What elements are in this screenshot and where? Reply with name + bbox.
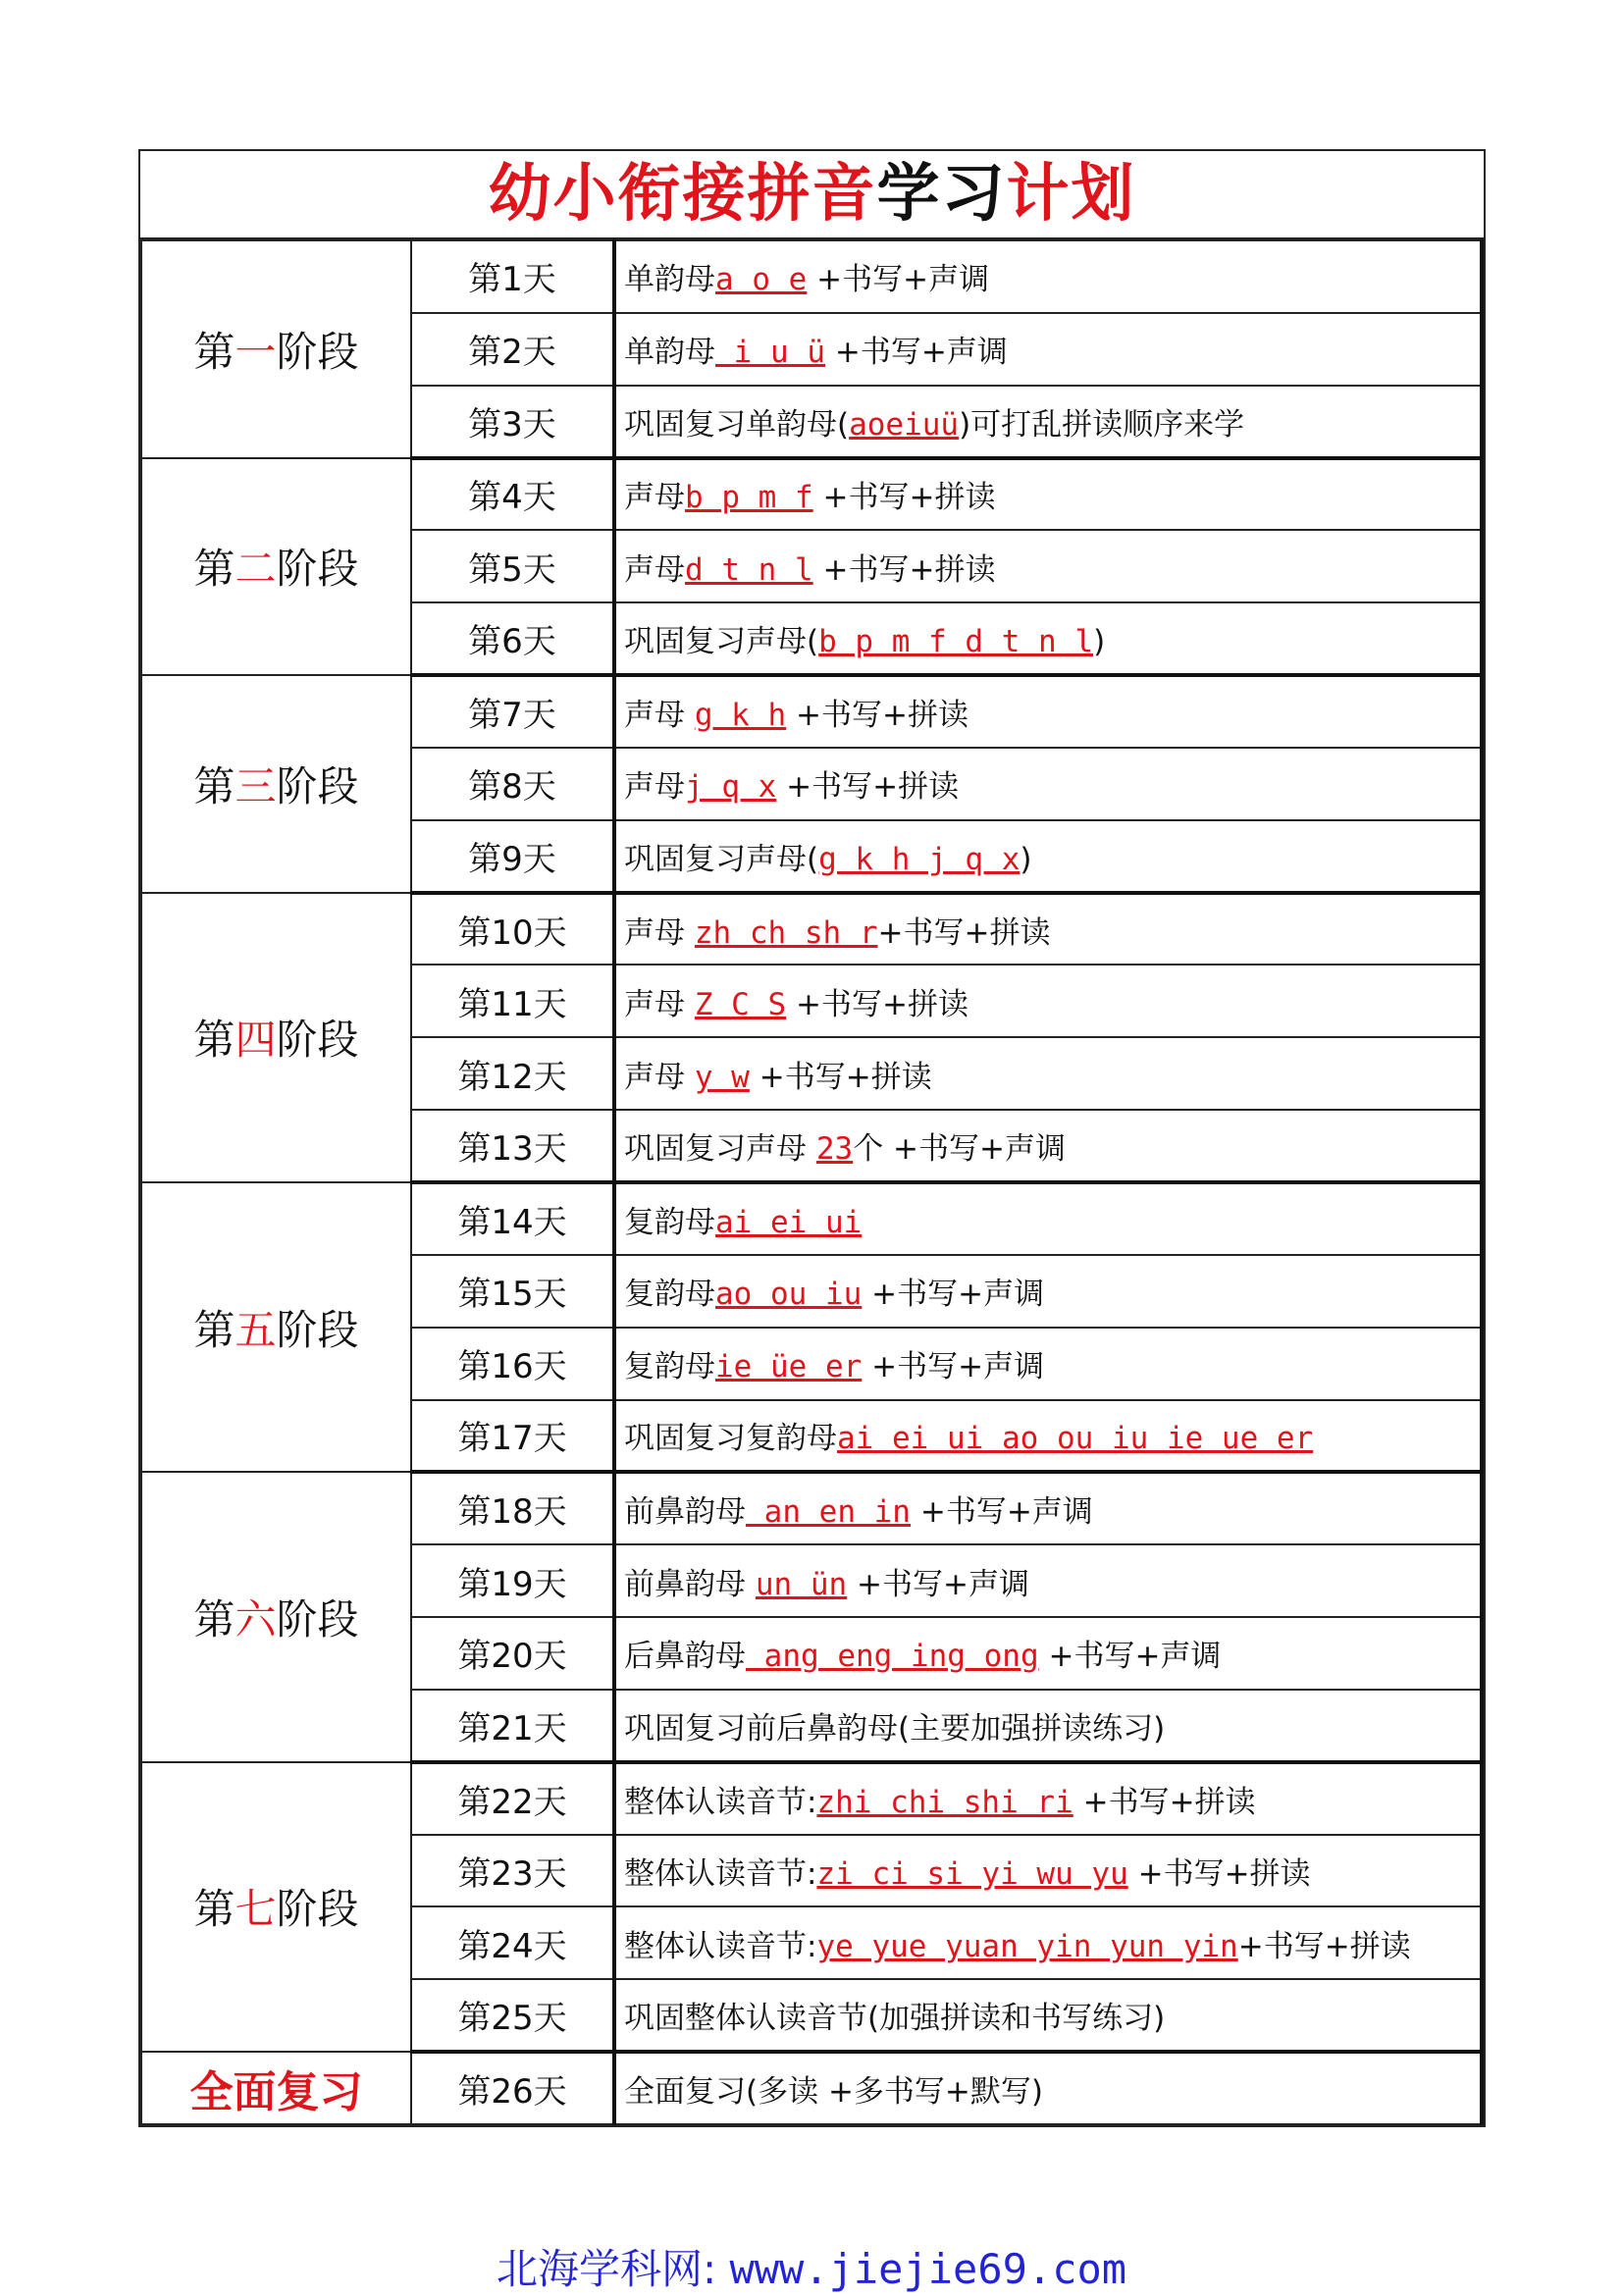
- stage-label: [141, 458, 411, 676]
- stage-prefix: 第: [193, 1016, 236, 1065]
- day-cell: 第14天: [411, 1182, 614, 1255]
- task-text: 前鼻韵母: [624, 1494, 746, 1531]
- stage-prefix: 第: [193, 327, 236, 376]
- plan-sheet: [138, 149, 1486, 2127]
- title-part-2: 学习: [876, 158, 1007, 231]
- table-row: [141, 1472, 1482, 1544]
- stage-label: [141, 240, 411, 458]
- task-cell: [614, 1255, 1482, 1328]
- task-suffix: +书写+拼读: [786, 986, 969, 1022]
- task-text: 巩固复习声母(: [624, 841, 819, 877]
- task-text: 巩固复习单韵母(: [624, 406, 850, 443]
- task-text: 整体认读音节:: [624, 1784, 817, 1820]
- task-text: 声母: [624, 914, 695, 951]
- stage-number: 一: [235, 327, 277, 376]
- stage-prefix: 第: [193, 1885, 236, 1934]
- stage-label: [141, 1182, 411, 1472]
- day-cell: 第4天: [411, 458, 614, 531]
- page-title: [140, 151, 1484, 239]
- review-row: [141, 2052, 1482, 2124]
- task-cell: [614, 1906, 1482, 1979]
- stage-prefix: 第: [193, 545, 236, 594]
- day-cell: 第2天: [411, 313, 614, 386]
- task-text: 声母: [624, 986, 695, 1022]
- table-row: [141, 240, 1482, 313]
- task-suffix: +书写+拼读: [749, 1059, 932, 1095]
- day-cell: 第21天: [411, 1690, 614, 1762]
- schedule-table: [140, 239, 1484, 2125]
- stage-number: 三: [235, 761, 277, 810]
- day-cell: 第17天: [411, 1400, 614, 1473]
- task-text: 复韵母: [624, 1277, 715, 1313]
- day-cell: 第13天: [411, 1110, 614, 1182]
- task-text: 单韵母: [624, 262, 715, 298]
- task-cell: [614, 1544, 1482, 1617]
- task-suffix: +书写+拼读: [1073, 1784, 1256, 1820]
- task-cell: [614, 820, 1482, 893]
- day-cell: 第5天: [411, 530, 614, 602]
- task-cell: [614, 458, 1482, 531]
- task-suffix: +书写+声调: [824, 335, 1008, 371]
- pinyin-text: ang eng ing ong: [746, 1639, 1039, 1675]
- day-cell: 第8天: [411, 748, 614, 820]
- pinyin-text: zi ci si yi wu yu: [816, 1855, 1128, 1892]
- day-cell: 第7天: [411, 675, 614, 748]
- task-suffix: +书写+声调: [1038, 1639, 1222, 1675]
- table-row: [141, 1182, 1482, 1255]
- stage-prefix: 第: [193, 761, 236, 810]
- task-text: 巩固复习前后鼻韵母(主要加强拼读练习): [624, 1710, 1166, 1747]
- task-text: 后鼻韵母: [624, 1639, 746, 1675]
- task-cell: [614, 530, 1482, 602]
- stage-number: 四: [235, 1016, 277, 1065]
- task-cell: 全面复习(多读 +多书写+默写): [614, 2052, 1482, 2124]
- task-text: 声母: [624, 697, 695, 733]
- task-cell: [614, 1110, 1482, 1182]
- stage-prefix: 第: [193, 1595, 236, 1644]
- task-suffix: +书写+拼读: [1237, 1928, 1411, 1964]
- task-cell: [614, 965, 1482, 1037]
- pinyin-text: zh ch sh r: [694, 914, 878, 951]
- stage-number: 二: [235, 545, 277, 594]
- task-text: 整体认读音节:: [624, 1928, 817, 1964]
- stage-suffix: 阶段: [276, 1305, 359, 1354]
- day-cell: 第1天: [411, 240, 614, 313]
- title-part-3: 计划: [1006, 158, 1136, 231]
- stage-label: [141, 893, 411, 1182]
- day-cell: 第11天: [411, 965, 614, 1037]
- task-text: 声母: [624, 480, 685, 516]
- stage-suffix: 阶段: [276, 761, 359, 810]
- task-text: 巩固复习复韵母: [624, 1421, 837, 1457]
- pinyin-text: y w: [694, 1059, 750, 1095]
- table-row: [141, 458, 1482, 531]
- task-text: 前鼻韵母: [624, 1566, 756, 1602]
- task-cell: [614, 1762, 1482, 1835]
- day-cell: 第10天: [411, 893, 614, 965]
- task-cell: [614, 1979, 1482, 2052]
- day-cell: 第23天: [411, 1835, 614, 1907]
- task-cell: [614, 893, 1482, 965]
- table-row: [141, 1762, 1482, 1835]
- day-cell: 第20天: [411, 1617, 614, 1690]
- day-cell: 第16天: [411, 1328, 614, 1400]
- task-cell: [614, 1037, 1482, 1110]
- pinyin-text: ye yue yuan yin yun yin: [816, 1928, 1238, 1964]
- pinyin-text: zhi chi shi ri: [816, 1784, 1073, 1820]
- task-text: 巩固复习声母(: [624, 624, 819, 660]
- day-cell: 第6天: [411, 602, 614, 675]
- task-text: 声母: [624, 1059, 695, 1095]
- pinyin-text: ie üe er: [715, 1349, 863, 1385]
- task-cell: [614, 1617, 1482, 1690]
- footer-site-name: 北海学科网:: [496, 2245, 730, 2293]
- review-label: 全面复习: [141, 2052, 411, 2124]
- day-cell: 第18天: [411, 1472, 614, 1544]
- stage-suffix: 阶段: [276, 1885, 359, 1934]
- task-cell: [614, 386, 1482, 458]
- day-cell: 第26天: [411, 2052, 614, 2124]
- task-text: 单韵母: [624, 335, 715, 371]
- task-cell: [614, 1182, 1482, 1255]
- task-cell: [614, 313, 1482, 386]
- stage-suffix: 阶段: [276, 1595, 359, 1644]
- task-suffix: +书写+拼读: [877, 914, 1051, 951]
- task-text: 声母: [624, 551, 685, 588]
- task-cell: [614, 1690, 1482, 1762]
- task-text: 声母: [624, 769, 685, 806]
- task-suffix: +书写+声调: [807, 262, 990, 298]
- pinyin-text: i u ü: [715, 335, 825, 371]
- task-suffix: +书写+拼读: [812, 551, 996, 588]
- day-cell: 第9天: [411, 820, 614, 893]
- day-cell: 第24天: [411, 1906, 614, 1979]
- pinyin-text: d t n l: [685, 551, 813, 588]
- task-suffix: +书写+拼读: [786, 697, 969, 733]
- task-cell: [614, 1328, 1482, 1400]
- task-cell: [614, 1472, 1482, 1544]
- pinyin-text: a o e: [715, 262, 808, 298]
- stage-number: 七: [235, 1885, 277, 1934]
- stage-label: [141, 675, 411, 893]
- task-text: 巩固复习声母: [624, 1131, 816, 1168]
- pinyin-text: ai ei ui: [715, 1204, 863, 1240]
- task-suffix: +书写+拼读: [776, 769, 960, 806]
- task-cell: [614, 240, 1482, 313]
- pinyin-text: an en in: [746, 1494, 911, 1531]
- stage-label: [141, 1762, 411, 2052]
- task-text: 复韵母: [624, 1204, 715, 1240]
- task-text: 复韵母: [624, 1349, 715, 1385]
- stage-number: 六: [235, 1595, 277, 1644]
- stage-prefix: 第: [193, 1305, 236, 1354]
- pinyin-text: ao ou iu: [715, 1277, 863, 1313]
- task-cell: [614, 1835, 1482, 1907]
- stage-label: [141, 1472, 411, 1761]
- task-suffix: +书写+拼读: [812, 480, 996, 516]
- title-part-1: 幼小衔接拼音: [488, 158, 877, 231]
- table-row: [141, 893, 1482, 965]
- pinyin-text: b p m f: [685, 480, 813, 516]
- task-cell: [614, 748, 1482, 820]
- table-row: [141, 675, 1482, 748]
- task-suffix: 个 +书写+声调: [853, 1131, 1066, 1168]
- task-suffix: ): [1093, 624, 1106, 660]
- stage-suffix: 阶段: [276, 1016, 359, 1065]
- day-cell: 第15天: [411, 1255, 614, 1328]
- task-text: 巩固整体认读音节(加强拼读和书写练习): [624, 2001, 1166, 2037]
- footer: [0, 2237, 1623, 2296]
- pinyin-text: b p m f d t n l: [818, 624, 1094, 660]
- task-cell: [614, 1400, 1482, 1473]
- stage-suffix: 阶段: [276, 327, 359, 376]
- pinyin-text: g k h j q x: [818, 841, 1021, 877]
- task-cell: [614, 602, 1482, 675]
- day-cell: 第25天: [411, 1979, 614, 2052]
- pinyin-text: 23: [815, 1131, 854, 1168]
- task-suffix: +书写+拼读: [1127, 1855, 1311, 1892]
- pinyin-text: un ün: [755, 1566, 848, 1602]
- task-suffix: +书写+声调: [847, 1566, 1029, 1602]
- pinyin-text: Z C S: [694, 986, 787, 1022]
- task-text: 整体认读音节:: [624, 1855, 817, 1892]
- stage-suffix: 阶段: [276, 545, 359, 594]
- pinyin-text: ai ei ui ao ou iu ie ue er: [837, 1421, 1314, 1457]
- footer-url[interactable]: www.jiejie69.com: [729, 2245, 1127, 2293]
- day-cell: 第3天: [411, 386, 614, 458]
- stage-number: 五: [235, 1305, 277, 1354]
- day-cell: 第19天: [411, 1544, 614, 1617]
- task-suffix: ): [1020, 841, 1032, 877]
- pinyin-text: aoeiuü: [849, 406, 960, 443]
- task-suffix: +书写+声调: [862, 1277, 1045, 1313]
- day-cell: 第12天: [411, 1037, 614, 1110]
- pinyin-text: j q x: [685, 769, 777, 806]
- task-cell: [614, 675, 1482, 748]
- task-suffix: +书写+声调: [910, 1494, 1093, 1531]
- task-suffix: )可打乱拼读顺序来学: [959, 406, 1245, 443]
- pinyin-text: g k h: [694, 697, 787, 733]
- day-cell: 第22天: [411, 1762, 614, 1835]
- task-suffix: +书写+声调: [862, 1349, 1045, 1385]
